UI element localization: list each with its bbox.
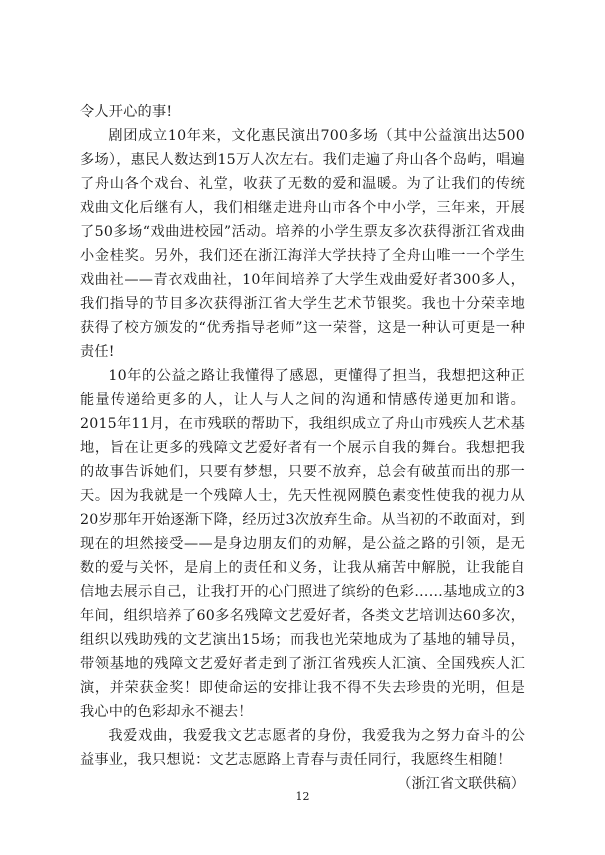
paragraph-disability-art-base: 10年的公益之路让我懂得了感恩，更懂得了担当，我想把这种正能量传递给更多的人，让人与人之间的沟通和情感传递更加和谐。2015年11月，在市残联的帮助下，我组织成立了舟山市残疾人艺术基地，旨在让更多的残障文艺爱好者有一个展示自我的舞台。我想把我的故事告诉她们，只要有梦想，只要不放弃，总会有破茧而出的那一天。因为我就是一个残障人士，先天性视网膜色素变性使我的视力从20岁那年开始逐渐下降，经历过3次放弃生命。从当初的不敢面对，到现在的坦然接受——是身边朋友们的劝解，是公益之路的引领，是无数的爱与关怀，是肩上的责任和义务，让我从痛苦中解脱，让我能自信地去展示自己，让我打开的心门照进了缤纷的色彩……基地成立的3年间，组织培养了60多名残障文艺爱好者，各类文艺培训达60多次，组织以残助残的文艺演出15场；而我也光荣地成为了基地的辅导员，带领基地的残障文艺爱好者走到了浙江省残疾人汇演、全国残疾人汇演，并荣获金奖！即使命运的安排让我不得不失去珍贵的光明，但是我心中的色彩却永不褪去！ [80,368,525,720]
source-note: （浙江省文联供稿） [397,776,525,792]
paragraph-closing: 我爱戏曲，我爱我文艺志愿者的身份，我爱我为之努力奋斗的公益事业，我只想说：文艺志愿路上青春与责任同行，我愿终生相随！ [80,728,525,768]
article-body [80,100,525,796]
paragraph-continuation: 令人开心的事! [80,104,173,120]
page-number: 12 [295,790,310,803]
paragraph-troupe-achievements: 剧团成立10年来，文化惠民演出700多场（其中公益演出达500多场），惠民人数达到15万人次左右。我们走遍了舟山各个岛屿，唱遍了舟山各个戏台、礼堂，收获了无数的爱和温暖。为了让我们的传统戏曲文化后继有人，我们相继走进舟山市各个中小学，三年来，开展了50多场“戏曲进校园”活动。培养的小学生票友多次获得浙江省戏曲小金桂奖。另外，我们还在浙江海洋大学扶持了全舟山唯一一个学生戏曲社——青衣戏曲社，10年间培养了大学生戏曲爱好者300多人，我们指导的节目多次获得浙江省大学生艺术节银奖。我也十分荣幸地获得了校方颁发的“优秀指导老师”这一荣誉，这是一种认可更是一种责任! [80,128,525,360]
